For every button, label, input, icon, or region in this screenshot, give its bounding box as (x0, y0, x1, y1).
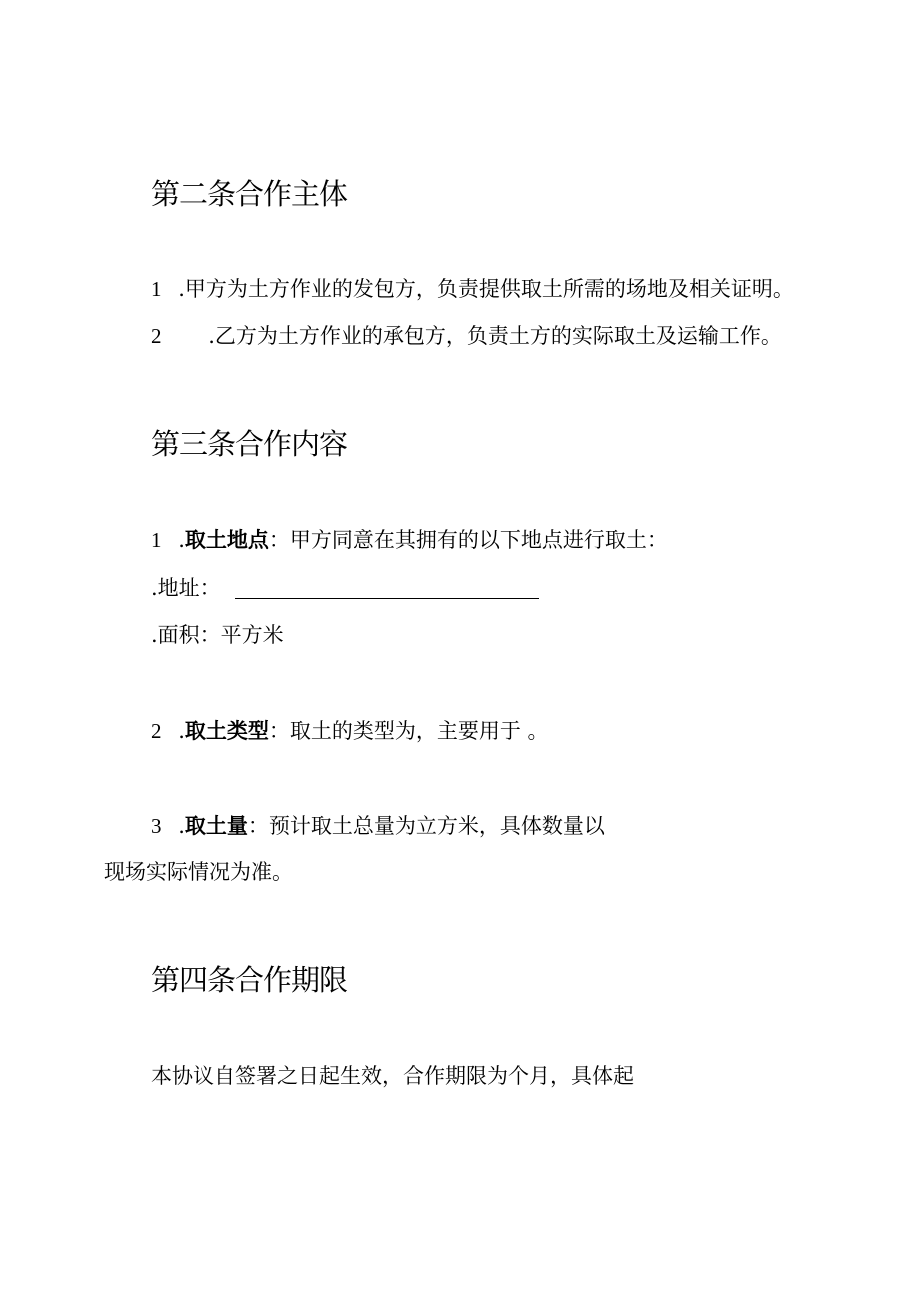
clause-text: 乙方为土方作业的承包方，负责土方的实际取土及运输工作。 (214, 324, 782, 348)
clause-dot: . (178, 814, 185, 838)
address-line (151, 578, 221, 599)
clause-soil-type (151, 721, 549, 742)
clause-label: 取土地点 (184, 528, 269, 552)
clause-number: 1 (151, 528, 162, 552)
clause-text: ：预计取土总量为立方米，具体数量以 (247, 814, 605, 838)
clause-label: 取土类型 (184, 719, 269, 743)
clause-label: 取土量 (184, 814, 248, 838)
area-line (151, 625, 284, 646)
area-text: .面积：平方米 (151, 623, 284, 647)
clause-dot: . (208, 324, 215, 348)
address-blank-line (235, 598, 539, 599)
clause-number: 2 (151, 719, 162, 743)
clause-text: ：取土的类型为，主要用于 。 (268, 719, 549, 743)
section-heading-cooperation-content: 第三条合作内容 (151, 427, 348, 461)
clause-dot: . (178, 277, 185, 301)
clause-dot: . (178, 528, 185, 552)
clause-text: ：甲方同意在其拥有的以下地点进行取土： (268, 528, 668, 552)
clause-term-text: 本协议自签署之日起生效，合作期限为个月，具体起 (151, 1064, 634, 1088)
clause-number: 2 (151, 324, 162, 348)
clause-party-b (151, 326, 782, 347)
section-heading-cooperation-parties: 第二条合作主体 (151, 177, 348, 211)
clause-text: 甲方为土方作业的发包方，负责提供取土所需的场地及相关证明。 (184, 277, 794, 301)
address-label: .地址： (151, 576, 221, 600)
clause-soil-location (151, 530, 668, 551)
clause-soil-quantity-continued: 现场实际情况为准。 (104, 860, 293, 884)
clause-number: 3 (151, 814, 162, 838)
section-heading-cooperation-term: 第四条合作期限 (151, 963, 348, 997)
clause-dot: . (178, 719, 185, 743)
clause-soil-quantity (151, 816, 605, 837)
clause-number: 1 (151, 277, 162, 301)
clause-party-a (151, 279, 794, 300)
